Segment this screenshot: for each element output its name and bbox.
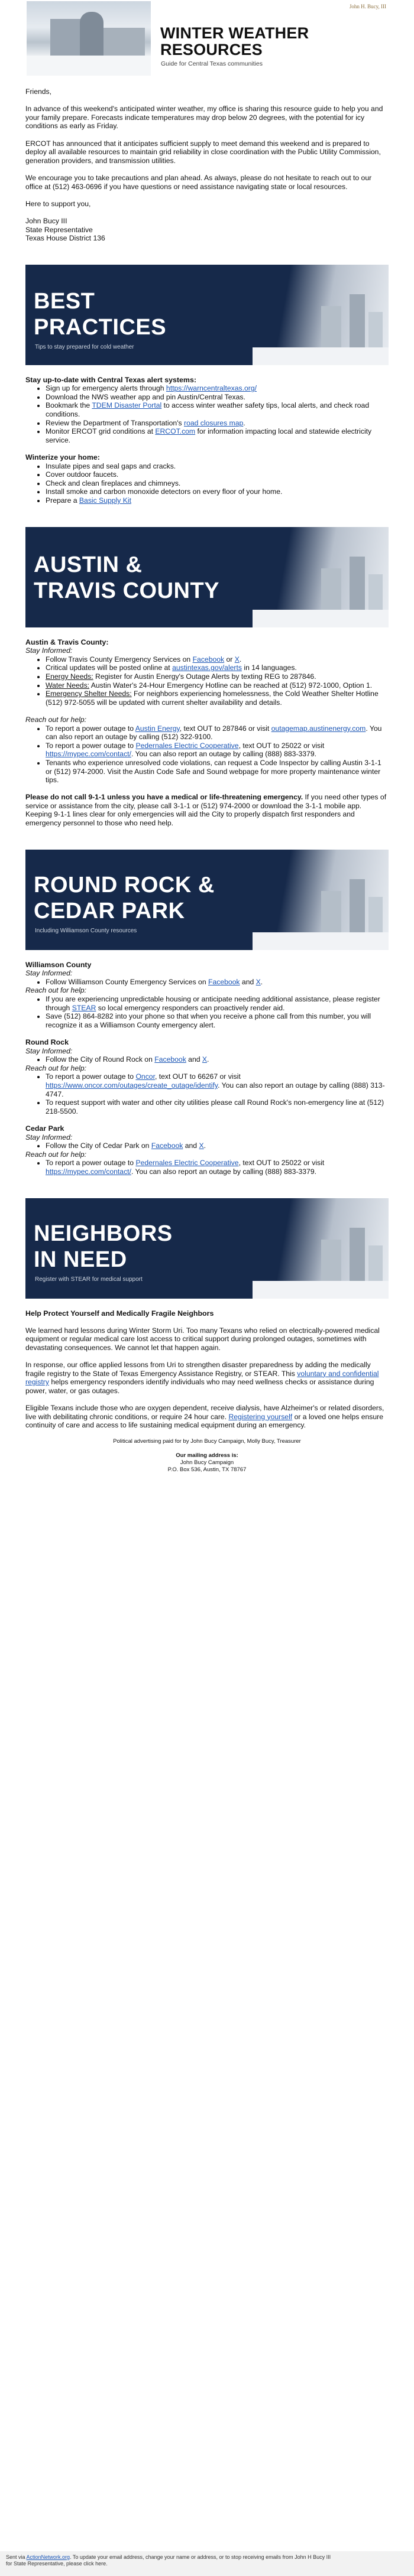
item-label: Emergency Shelter Needs: (46, 689, 132, 698)
item-text: . You can also report an outage by calling (888) 883-3379. (131, 750, 316, 759)
item-text: Save (512) 864-8282 into your phone so that when you receive a phone call from this number, you will recognize it as a Williamson County emergency alert. (46, 1012, 371, 1029)
text: Sent via (6, 2554, 27, 2560)
item-text: Check and clean fireplaces and chimneys. (46, 479, 181, 487)
item-text: To report a power outage to (46, 1072, 136, 1081)
banner-line-2: IN NEED (34, 1247, 127, 1272)
item-text: . You can also report an outage by calling (512) 322-9100. (46, 724, 382, 741)
neighbors-paragraph-2 (25, 1361, 389, 1395)
item-text: . (243, 418, 245, 427)
list-item (46, 663, 389, 672)
list-item (46, 1072, 389, 1098)
item-text: To report a power outage to (46, 724, 135, 733)
austin-banner (25, 527, 389, 627)
item-link[interactable]: https://www.oncor.com/outages/create_outage/identify (46, 1081, 218, 1089)
williamson-informed-list (46, 978, 389, 987)
banner-subtitle: Register with STEAR for medical support (35, 1276, 143, 1283)
item-link[interactable]: ERCOT.com (155, 427, 196, 436)
best-practices-banner (25, 265, 389, 365)
round-rock-informed-list (46, 1055, 389, 1064)
mailing-label: Our mailing address is: (176, 1452, 238, 1459)
intro-paragraph-1: In advance of this weekend's anticipated winter weather, my office is sharing this resource guide to help you and your family prepare. Forecasts indicate temperatures may drop below 20 degrees, with the potential for icy conditions as early as Friday. (25, 105, 383, 131)
list-item (46, 496, 389, 505)
signature-title: State Representative (25, 225, 93, 234)
item-text: and (240, 977, 256, 986)
stay-informed-label: Stay Informed: (25, 646, 73, 655)
banner-heading (34, 288, 166, 340)
item-text: . (239, 655, 242, 663)
intro-letter (25, 77, 389, 243)
round-rock-banner (25, 850, 389, 950)
banner-heading (34, 552, 219, 604)
register-link[interactable]: Registering yourself (228, 1412, 293, 1421)
item-text: Austin Water's 24-Hour Emergency Hotline can be reached at (512) 972-1000, Option 1. (89, 681, 373, 689)
round-rock-help-list (46, 1072, 389, 1115)
stay-informed-label: Stay Informed: (25, 1046, 73, 1055)
item-link[interactable]: https://mypec.com/contact/ (46, 1167, 131, 1176)
williamson-help-list (46, 995, 389, 1029)
item-text: Follow the City of Round Rock on (46, 1055, 155, 1064)
item-text: Register for Austin Energy's Outage Alerts by texting REG to 287846. (93, 672, 316, 681)
item-link[interactable]: Oncor (135, 1072, 155, 1081)
list-item (46, 1055, 389, 1064)
item-text: . You can also report an outage by calling (888) 313-4747. (46, 1081, 385, 1098)
item-link[interactable]: Facebook (151, 1141, 183, 1150)
item-text: . (207, 1055, 209, 1064)
williamson-heading: Williamson County (25, 960, 92, 969)
list-item (46, 759, 389, 785)
item-link[interactable]: https://warncentraltexas.org/ (166, 384, 257, 393)
alerts-list (46, 384, 389, 444)
list-item (46, 401, 389, 418)
item-link[interactable]: X (234, 655, 240, 663)
footer (25, 1438, 389, 1474)
list-item (46, 724, 389, 741)
banner-heading (34, 872, 215, 924)
paid-for-notice: Political advertising paid for by John Bucy Campaign, Molly Bucy, Treasurer (113, 1438, 301, 1445)
warning-bold: Please do not call 9-1-1 unless you have a medical or life-threatening emergency. (25, 793, 303, 802)
banner-line-1: AUSTIN & (34, 552, 143, 577)
item-text: To report a power outage to (46, 741, 136, 750)
title-line-1: WINTER WEATHER (160, 24, 309, 42)
list-item (46, 1141, 389, 1150)
item-text: For neighbors experiencing homelessness, the Cold Weather Shelter Hotline (512) 972-5055 will be updated with current shelter availability and details. (46, 689, 379, 707)
item-link[interactable]: austintexas.gov/alerts (172, 663, 242, 672)
seal-logo: John H. Bucy, III (349, 4, 386, 9)
signature-name: John Bucy III (25, 216, 67, 225)
text: helps emergency responders identify individuals who may need wellness checks or assistance during power, water, or gas outages. (25, 1378, 374, 1395)
item-text: To request support with water and other city utilities please call Round Rock's non-emergency line at (512) 218-5500. (46, 1098, 384, 1115)
item-text: , text OUT to 25022 or visit (238, 741, 325, 750)
list-item (46, 672, 389, 681)
item-label: Energy Needs: (46, 672, 93, 681)
cedar-park-heading: Cedar Park (25, 1124, 64, 1133)
winterize-heading: Winterize your home: (25, 453, 100, 462)
item-text: Review the Department of Transportation's (46, 418, 185, 427)
winterize-list (46, 462, 389, 505)
austin-help-list (46, 724, 389, 785)
cedar-park-informed-list (46, 1141, 389, 1150)
item-text: Download the NWS weather app and pin Austin/Central Texas. (46, 392, 245, 401)
intro-paragraph-2: ERCOT has announced that it anticipates sufficient supply to meet demand this weekend and is prepared to deploy all available resources to maintain grid reliability in close coordination with the Public Utility Commission, generation providers, and transmission utilities. (25, 139, 381, 165)
page-title (160, 25, 309, 58)
warning-rest: If you need other types of service or assistance from the city, please call 3-1-1 or (512) 974-2000 or download the 3-1-1 mobile app. Keeping 9-1-1 lines clear for only emergencies will aid the City to properly dispatch first responders and emergency personnel to those who need help. (25, 793, 387, 828)
item-link[interactable]: TDEM Disaster Portal (92, 401, 162, 410)
text: or a loved one helps ensure continuity of care and access to life sustaining medical equipment during an emergency. (25, 1412, 383, 1430)
item-link[interactable]: road closures map (184, 418, 244, 427)
list-item (46, 995, 389, 1012)
banner-line-1: NEIGHBORS (34, 1221, 173, 1246)
intro-paragraph-3: We encourage you to take precautions and plan ahead. As always, please do not hesitate to reach out to our office at (512) 463-0696 if you have questions or need assistance navigating state or local resources. (25, 173, 372, 191)
campaign-name: John Bucy Campaign (180, 1459, 234, 1466)
text: . To update your email address, change your name or address, or to stop receiving emails from John H Bucy III (70, 2554, 331, 2560)
item-text: to access winter weather safety tips, local alerts, and check road conditions. (46, 401, 370, 419)
item-text: Install smoke and carbon monoxide detectors on every floor of your home. (46, 487, 283, 496)
banner-subtitle: Including Williamson County resources (35, 927, 137, 934)
header-photo (27, 1, 151, 76)
item-text: or (224, 655, 235, 663)
item-link[interactable]: X (255, 977, 261, 986)
item-text: Cover outdoor faucets. (46, 470, 119, 479)
email-body (25, 0, 389, 1474)
list-item (46, 427, 389, 444)
unsubscribe-bar (0, 2551, 414, 2576)
list-item (46, 479, 389, 488)
text: In response, our office applied lessons from Uri to strengthen disaster preparedness by adding the medically fragile registry to the State of Texas Emergency Assistance Registry, or STEAR. This (25, 1361, 371, 1378)
item-text: To report a power outage to (46, 1159, 136, 1167)
item-link[interactable]: X (199, 1141, 204, 1150)
item-link[interactable]: https://mypec.com/contact/ (46, 750, 131, 759)
list-item (46, 462, 389, 471)
cedar-park-help-list (46, 1159, 389, 1176)
neighbors-banner (25, 1198, 389, 1299)
registry-link[interactable]: voluntary and confidential registry (25, 1369, 379, 1387)
austin-heading: Austin & Travis County: (25, 638, 109, 646)
mailing-address: P.O. Box 536, Austin, TX 78767 (167, 1466, 247, 1474)
item-text: Bookmark the (46, 401, 92, 410)
item-text: Critical updates will be posted online at (46, 663, 173, 672)
austin-section (25, 627, 389, 828)
list-item (46, 689, 389, 707)
item-label: Water Needs: (46, 681, 90, 689)
item-text: Insulate pipes and seal gaps and cracks. (46, 461, 176, 470)
item-link[interactable]: Facebook (192, 655, 225, 663)
list-item (46, 978, 389, 987)
list-item (46, 384, 389, 393)
list-item (46, 470, 389, 479)
round-rock-heading: Round Rock (25, 1038, 69, 1046)
banner-line-1: ROUND ROCK & (34, 872, 215, 897)
stay-informed-label: Stay Informed: (25, 969, 73, 978)
greeting: Friends, (25, 87, 52, 96)
neighbors-paragraph-3 (25, 1404, 389, 1430)
actionnetwork-link[interactable]: ActionNetwork.org (26, 2554, 70, 2560)
reach-out-label: Reach out for help: (25, 986, 86, 995)
signature (25, 217, 389, 243)
list-item (46, 1012, 389, 1029)
closing: Here to support you, (25, 199, 91, 208)
item-text: Tenants who experience unresolved code violations, can request a Code Inspector by calling Austin 3-1-1 or (512) 974-2000. Visit the Austin Code Safe and Sound webpage for more property maintenance winter tips. (46, 758, 381, 785)
item-text: If you are experiencing unpredictable housing or anticipate needing additional assistance, please register through (46, 995, 380, 1012)
item-link[interactable]: X (202, 1055, 208, 1064)
reach-out-label: Reach out for help: (25, 1150, 86, 1159)
item-link[interactable]: Pedernales Electric Cooperative (135, 741, 239, 750)
best-practices-section (25, 365, 389, 505)
banner-line-2: CEDAR PARK (34, 898, 185, 923)
item-link[interactable]: Basic Supply Kit (79, 496, 131, 505)
list-item (46, 741, 389, 759)
item-text: Follow Williamson County Emergency Services on (46, 977, 208, 986)
reach-out-label: Reach out for help: (25, 715, 86, 724)
banner-subtitle: Tips to stay prepared for cold weather (35, 343, 134, 350)
item-text: Sign up for emergency alerts through (46, 384, 166, 393)
header (25, 0, 389, 77)
list-item (46, 487, 389, 496)
reach-out-label: Reach out for help: (25, 1063, 86, 1072)
signature-district: Texas House District 136 (25, 234, 105, 243)
unsubscribe-line-1 (6, 2554, 408, 2561)
banner-line-1: BEST (34, 288, 95, 314)
list-item (46, 681, 389, 690)
item-link[interactable]: Facebook (208, 977, 240, 986)
list-item (46, 393, 389, 402)
item-text: so local emergency responders can proactively render aid. (96, 1003, 285, 1012)
list-item (46, 655, 389, 664)
item-link[interactable]: Pedernales Electric Cooperative (135, 1159, 239, 1167)
item-text: . You can also report an outage by calling (888) 883-3379. (131, 1167, 316, 1176)
page-subtitle: Guide for Central Texas communities (161, 60, 263, 67)
banner-heading (34, 1221, 173, 1273)
item-link[interactable]: Facebook (154, 1055, 186, 1064)
item-link[interactable]: STEAR (72, 1003, 96, 1012)
item-text: and (186, 1055, 202, 1064)
neighbors-heading: Help Protect Yourself and Medically Fragile Neighbors (25, 1309, 214, 1318)
neighbors-section (25, 1299, 389, 1430)
list-item (46, 419, 389, 428)
item-text: Follow the City of Cedar Park on (46, 1141, 151, 1150)
text: Eligible Texans include those who are oxygen dependent, receive dialysis, have Alzheimer's or related disorders, live with debilitating chronic conditions, or require 24 hour care. (25, 1404, 384, 1421)
emergency-warning (25, 793, 389, 827)
list-item (46, 1159, 389, 1176)
item-text: for information impacting local and statewide electricity service. (46, 427, 372, 444)
item-text: Monitor ERCOT grid conditions at (46, 427, 156, 436)
item-text: Follow Travis County Emergency Services on (46, 655, 193, 663)
item-link[interactable]: outagemap.austinenergy.com (271, 724, 366, 733)
austin-informed-list (46, 655, 389, 707)
banner-line-2: PRACTICES (34, 314, 167, 340)
item-text: Prepare a (46, 496, 79, 505)
stay-informed-label: Stay Informed: (25, 1133, 73, 1141)
item-text: , text OUT to 25022 or visit (238, 1159, 325, 1167)
item-text: in 14 languages. (241, 663, 297, 672)
item-text: and (183, 1141, 199, 1150)
banner-line-2: TRAVIS COUNTY (34, 578, 220, 603)
title-line-2: RESOURCES (160, 41, 263, 58)
list-item (46, 1098, 389, 1115)
unsubscribe-line-2: for State Representative, please click here. (6, 2561, 108, 2567)
item-text: , text OUT to 66267 or visit (154, 1072, 241, 1081)
item-text: . (260, 977, 263, 986)
item-text: . (203, 1141, 206, 1150)
round-rock-section (25, 950, 389, 1176)
alerts-heading: Stay up-to-date with Central Texas alert systems: (25, 375, 196, 384)
neighbors-paragraph-1: We learned hard lessons during Winter Storm Uri. Too many Texans who relied on electrically-powered medical equipment or regular medical care lost access to critical support during prolonged outages, sometimes with devastating consequences. We cannot let that happen again. (25, 1326, 380, 1352)
item-link[interactable]: Austin Energy (135, 724, 180, 733)
item-text: , text OUT to 287846 or visit (179, 724, 271, 733)
